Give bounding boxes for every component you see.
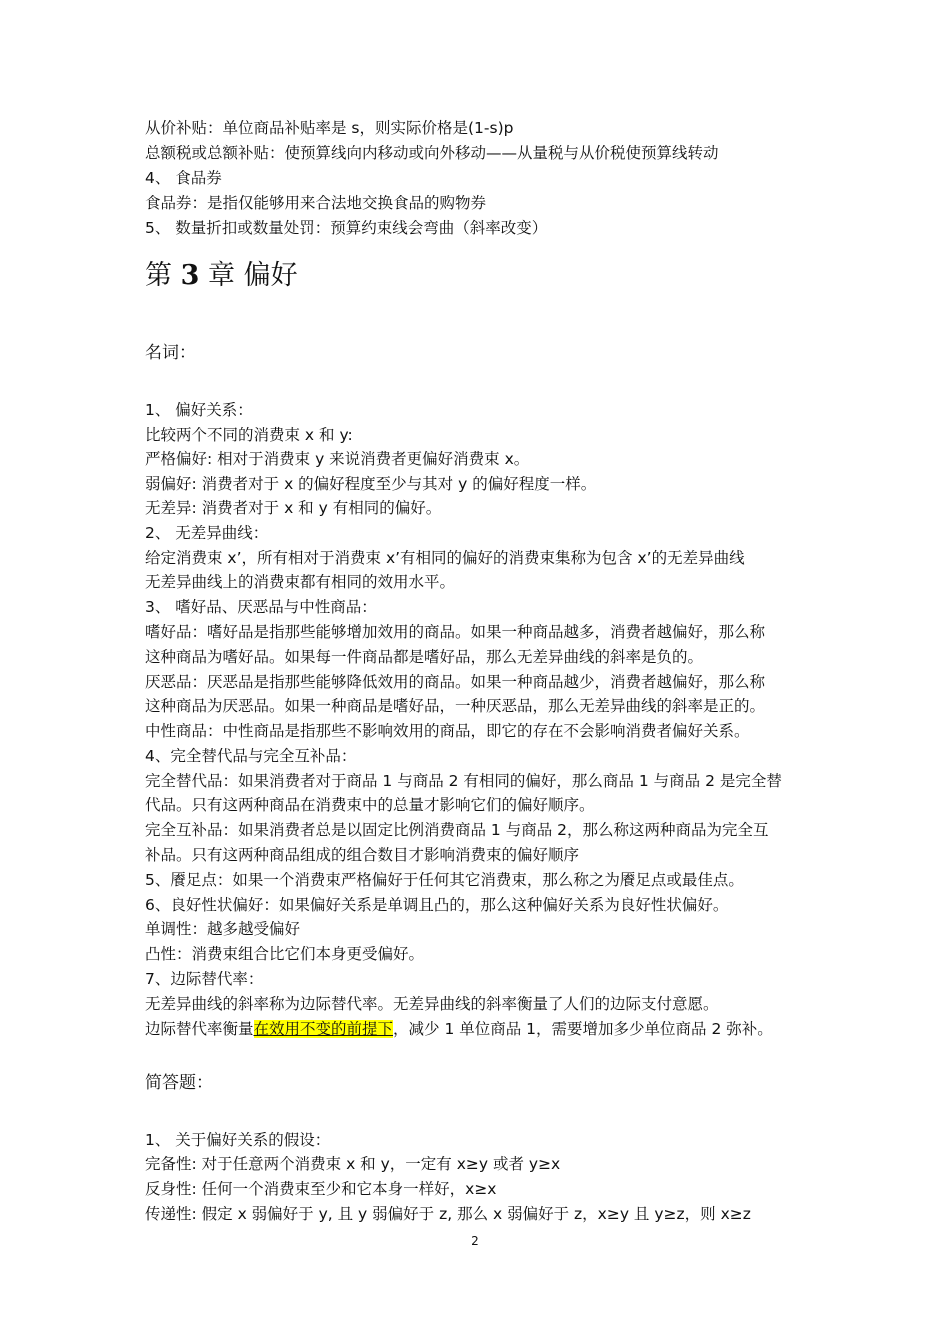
text-line: 中性商品：中性商品是指那些不影响效用的商品，即它的存在不会影响消费者偏好关系。 — [145, 722, 750, 740]
text-line: 1、 关于偏好关系的假设： — [145, 1131, 331, 1149]
mrs-text-after: ，减少 1 单位商品 1，需要增加多少单位商品 2 弥补。 — [393, 1020, 773, 1038]
text-line: 给定消费束 x’，所有相对于消费束 x’有相同的偏好的消费束集称为包含 x’的无差异曲线 — [145, 549, 745, 567]
text-line: 嗜好品：嗜好品是指那些能够增加效用的商品。如果一种商品越多，消费者越偏好，那么称 — [145, 623, 766, 641]
text-line: 完全替代品：如果消费者对于商品 1 与商品 2 有相同的偏好，那么商品 1 与商品 2 是完全替 — [145, 772, 782, 790]
text-line: 传递性: 假定 x 弱偏好于 y, 且 y 弱偏好于 z, 那么 x 弱偏好于 z，x≥y 且 y≥z，则 x≥z — [145, 1205, 751, 1223]
chapter-title — [145, 258, 298, 294]
page-number: 2 — [471, 1234, 479, 1248]
text-line: 无差异曲线的斜率称为边际替代率。无差异曲线的斜率衡量了人们的边际支付意愿。 — [145, 995, 719, 1013]
text-line: 4、 食品券 — [145, 169, 222, 187]
text-line: 完全互补品：如果消费者总是以固定比例消费商品 1 与商品 2，那么称这两种商品为完全互 — [145, 821, 769, 839]
text-line: 5、餍足点：如果一个消费束严格偏好于任何其它消费束，那么称之为餍足点或最佳点。 — [145, 871, 744, 889]
text-line: 总额税或总额补贴：使预算线向内移动或向外移动——从量税与从价税使预算线转动 — [145, 144, 719, 162]
chapter-prefix: 第 — [145, 260, 172, 291]
text-line: 厌恶品：厌恶品是指那些能够降低效用的商品。如果一种商品越少，消费者越偏好，那么称 — [145, 673, 766, 691]
highlighted-phrase: 在效用不变的前提下 — [253, 1020, 394, 1038]
text-line: 1、 偏好关系： — [145, 401, 253, 419]
text-line: 4、完全替代品与完全互补品： — [145, 747, 357, 765]
mrs-text-before: 边际替代率衡量 — [145, 1020, 254, 1038]
section-heading-short-answer: 简答题： — [145, 1073, 213, 1093]
text-line: 无差异曲线上的消费束都有相同的效用水平。 — [145, 573, 456, 591]
text-line: 5、 数量折扣或数量处罚：预算约束线会弯曲（斜率改变） — [145, 219, 548, 237]
text-line: 反身性: 任何一个消费束至少和它本身一样好，x≥x — [145, 1180, 497, 1198]
mrs-text-line — [145, 1017, 850, 1041]
text-line: 从价补贴：单位商品补贴率是 s，则实际价格是(1-s)p — [145, 119, 514, 137]
text-line: 7、边际替代率： — [145, 970, 264, 988]
text-line: 严格偏好: 相对于消费束 y 来说消费者更偏好消费束 x。 — [145, 450, 530, 468]
text-line: 这种商品为厌恶品。如果一种商品是嗜好品，一种厌恶品，那么无差异曲线的斜率是正的。 — [145, 697, 766, 715]
text-line: 食品券：是指仅能够用来合法地交换食品的购物券 — [145, 194, 487, 212]
text-line: 弱偏好: 消费者对于 x 的偏好程度至少与其对 y 的偏好程度一样。 — [145, 475, 597, 493]
text-line: 比较两个不同的消费束 x 和 y: — [145, 426, 353, 444]
text-line: 3、 嗜好品、厌恶品与中性商品： — [145, 598, 377, 616]
text-line: 完备性: 对于任意两个消费束 x 和 y，一定有 x≥y 或者 y≥x — [145, 1155, 561, 1173]
text-line: 代品。只有这两种商品在消费束中的总量才影响它们的偏好顺序。 — [145, 796, 595, 814]
text-line: 6、良好性状偏好：如果偏好关系是单调且凸的，那么这种偏好关系为良好性状偏好。 — [145, 896, 729, 914]
text-line: 这种商品为嗜好品。如果每一件商品都是嗜好品，那么无差异曲线的斜率是负的。 — [145, 648, 704, 666]
text-line: 单调性：越多越受偏好 — [145, 920, 301, 938]
chapter-number: 3 — [180, 260, 200, 291]
chapter-suffix: 章 偏好 — [207, 260, 298, 291]
text-line: 补品。只有这两种商品组成的组合数目才影响消费束的偏好顺序 — [145, 846, 580, 864]
section-heading-nouns: 名词： — [145, 343, 196, 363]
text-line: 无差异: 消费者对于 x 和 y 有相同的偏好。 — [145, 499, 442, 517]
text-line: 凸性：消费束组合比它们本身更受偏好。 — [145, 945, 425, 963]
text-line: 2、 无差异曲线： — [145, 524, 269, 542]
